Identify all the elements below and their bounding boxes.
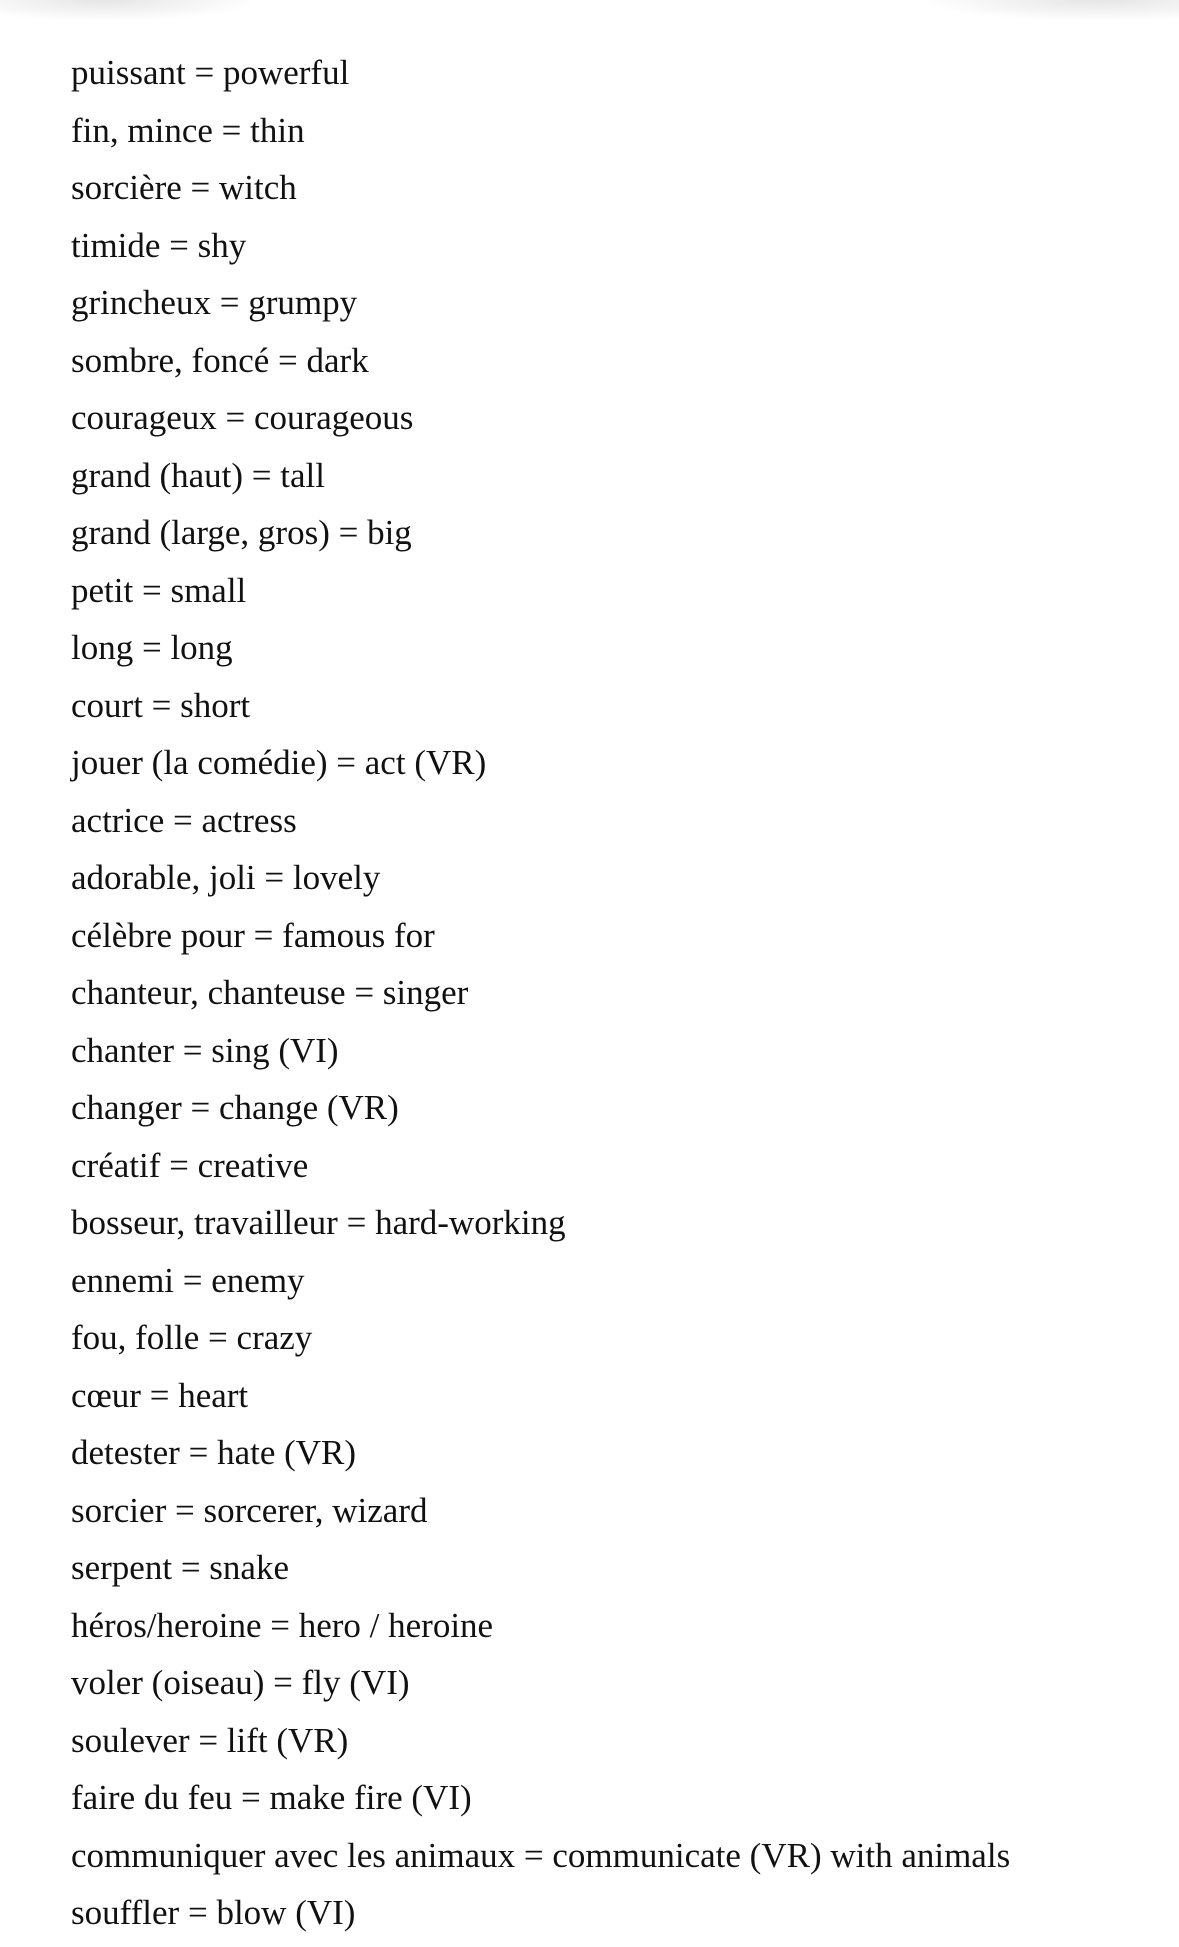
vocab-item: bosseur, travailleur = hard-working	[71, 1203, 566, 1242]
vocab-item: puissant = powerful	[71, 53, 350, 92]
vocab-item: detester = hate (VR)	[71, 1433, 357, 1472]
vocab-item: timide = shy	[71, 225, 247, 265]
vocab-item: grand (large, gros) = big	[71, 513, 412, 552]
vocab-item: grincheux = grumpy	[71, 283, 358, 322]
vocab-item: sorcier = sorcerer, wizard	[71, 1490, 428, 1530]
vocab-item: actrice = actress	[71, 800, 297, 840]
vocab-item: célèbre pour = famous for	[71, 915, 435, 955]
page-edge-shadow-right	[919, 0, 1179, 22]
vocab-item: courageux = courageous	[71, 398, 414, 437]
vocab-item: fin, mince = thin	[71, 110, 305, 150]
vocab-item: sombre, foncé = dark	[71, 340, 369, 380]
vocab-item: jouer (la comédie) = act (VR)	[71, 743, 487, 782]
vocab-item: court = short	[71, 685, 251, 725]
vocab-item: voler (oiseau) = fly (VI)	[71, 1663, 410, 1702]
vocab-item: adorable, joli = lovely	[71, 858, 381, 897]
vocab-item: communiquer avec les animaux = communicate (VR) with animals	[71, 1835, 1011, 1875]
vocab-item: soulever = lift (VR)	[71, 1720, 349, 1760]
page-edge-shadow-left	[0, 0, 260, 22]
vocab-item: grand (haut) = tall	[71, 455, 325, 495]
vocabulary-list	[71, 49, 1010, 1947]
vocab-item: héros/heroine = hero / heroine	[71, 1605, 494, 1645]
vocab-item: faire du feu = make fire (VI)	[71, 1778, 472, 1817]
vocab-item: long = long	[71, 628, 233, 667]
vocab-item: ennemi = enemy	[71, 1260, 305, 1300]
vocab-item: chanteur, chanteuse = singer	[71, 973, 469, 1012]
vocab-item: souffler = blow (VI)	[71, 1893, 356, 1932]
vocab-item: changer = change (VR)	[71, 1088, 399, 1127]
vocab-item: sorcière = witch	[71, 168, 297, 207]
vocab-item: cœur = heart	[71, 1375, 249, 1415]
vocab-item: serpent = snake	[71, 1548, 289, 1587]
vocab-item: chanter = sing (VI)	[71, 1030, 339, 1070]
vocab-item: fou, folle = crazy	[71, 1318, 313, 1357]
vocab-item: petit = small	[71, 570, 247, 610]
vocab-item: créatif = creative	[71, 1145, 309, 1185]
